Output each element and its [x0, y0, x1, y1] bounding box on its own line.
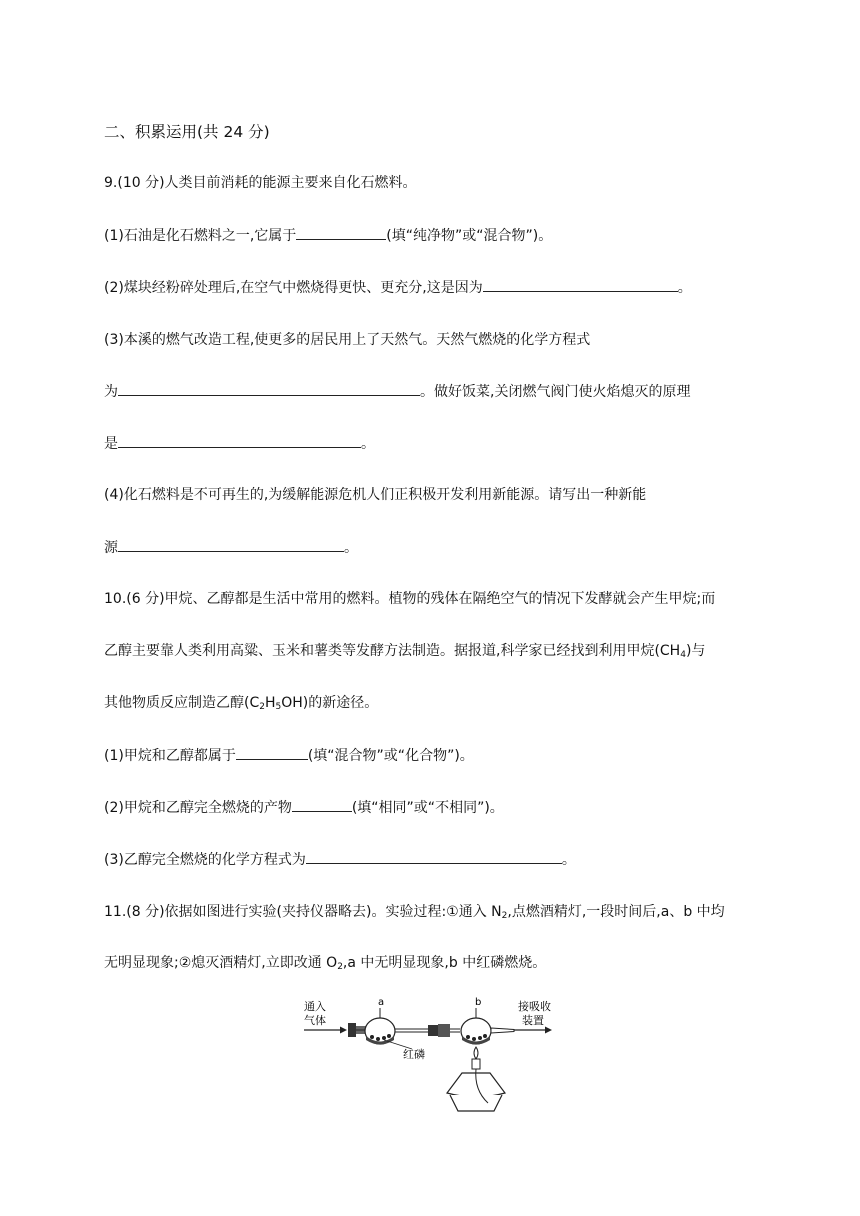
q9-stem: 9.(10 分)人类目前消耗的能源主要来自化石燃料。 [104, 175, 417, 191]
q10-part2-hint: (填“相同”或“不相同”)。 [351, 800, 504, 816]
q9-part3-text: 。做好饭菜,关闭燃气阀门使火焰熄灭的原理 [420, 384, 691, 400]
q9-part3-line3 [104, 433, 375, 454]
q10-line3-sub2: 5 [275, 702, 282, 712]
q11-line2 [104, 953, 546, 973]
q11-line1-sub: 2 [501, 911, 508, 921]
q11-line2-text: 无明显现象;②熄灭酒精灯,立即改通 O [104, 955, 338, 971]
q9-part3-prefix: 为 [104, 384, 118, 400]
inlet-label-2: 气体 [304, 1014, 326, 1027]
outlet-label-2: 装置 [522, 1014, 544, 1027]
connecting-tube [395, 1024, 460, 1037]
q10-line1: 10.(6 分)甲烷、乙醇都是生活中常用的燃料。植物的残体在隔绝空气的情况下发酵就会产生甲烷;而 [104, 591, 716, 607]
q10-part1-text: (1)甲烷和乙醇都属于 [104, 748, 236, 764]
q10-line3-end: OH)的新途径。 [281, 695, 379, 711]
alcohol-lamp [447, 1047, 505, 1111]
q10-line2-end: )与 [685, 643, 706, 659]
phosphorus-label: 红磷 [403, 1048, 425, 1061]
q9-part4-line1: (4)化石燃料是不可再生的,为缓解能源危机人们正积极开发利用新能源。请写出一种新能 [104, 487, 647, 503]
bulb-b-label: b [475, 997, 482, 1008]
q10-part2 [104, 797, 504, 818]
q11-line1-text: 11.(8 分)依据如图进行实验(夹持仪器略去)。实验过程:①通入 N [104, 904, 502, 920]
q11-line1 [104, 902, 725, 922]
q10-part1 [104, 745, 474, 766]
q10-line3-text: 其他物质反应制造乙醇(C [104, 695, 260, 711]
q9-part4-line2 [104, 537, 358, 558]
q10-line3-sub1: 2 [259, 702, 265, 712]
q9-part2 [104, 277, 692, 298]
phosphorus-pointer [384, 1040, 412, 1049]
q10-line2-text: 乙醇主要靠人类利用高粱、玉米和薯类等发酵方法制造。据报道,科学家已经找到利用甲烷(CH [104, 643, 681, 659]
q9-part3-principle-blank[interactable] [118, 433, 361, 448]
section-heading: 二、积累运用(共 24 分) [104, 123, 270, 141]
q9-part4-end: 。 [344, 540, 358, 556]
q10-part1-blank[interactable] [236, 745, 308, 760]
q10-line3-h: H [264, 695, 276, 711]
inlet-arrow [304, 1027, 347, 1034]
q9-part3-line2 [104, 381, 690, 402]
inlet-label-1: 通入 [304, 1000, 326, 1013]
q10-part2-text: (2)甲烷和乙醇完全燃烧的产物 [104, 800, 292, 816]
q9-part2-end: 。 [677, 280, 692, 296]
q10-part2-blank[interactable] [292, 797, 352, 812]
experiment-apparatus-figure [300, 995, 560, 1117]
q10-part3 [104, 849, 576, 870]
q10-line2-sub: 4 [680, 650, 686, 660]
q10-line2 [104, 641, 705, 661]
q9-part1-blank[interactable] [296, 225, 386, 240]
q9-part3-prefix2: 是 [104, 436, 118, 452]
q11-line1-end: ,点燃酒精灯,一段时间后,a、b 中均 [507, 904, 725, 920]
q11-line2-end: ,a 中无明显现象,b 中红磷燃烧。 [342, 955, 547, 971]
q10-line3 [104, 693, 378, 713]
outlet-arrow [491, 1027, 552, 1034]
q9-part1-text: (1)石油是化石燃料之一,它属于 [104, 228, 297, 244]
bulb-b [461, 1008, 491, 1045]
q10-part3-blank[interactable] [306, 849, 562, 864]
outlet-label-1: 接吸收 [518, 1000, 551, 1013]
q9-part3-end: 。 [361, 436, 375, 452]
q9-part1 [104, 225, 552, 246]
bulb-a [365, 1008, 395, 1045]
q9-part1-hint: (填“纯净物”或“混合物”)。 [386, 228, 553, 244]
q9-part2-text: (2)煤块经粉碎处理后,在空气中燃烧得更快、更充分,这是因为 [104, 280, 483, 296]
q9-part4-prefix: 源 [104, 540, 118, 556]
q10-part3-text: (3)乙醇完全燃烧的化学方程式为 [104, 852, 306, 868]
q9-part4-blank[interactable] [118, 537, 344, 552]
q9-part3-line1: (3)本溪的燃气改造工程,使更多的居民用上了天然气。天然气燃烧的化学方程式 [104, 332, 591, 348]
q9-part2-blank[interactable] [483, 277, 678, 292]
q10-part3-end: 。 [561, 852, 576, 868]
q9-part3-equation-blank[interactable] [118, 381, 420, 396]
q10-part1-hint: (填“混合物”或“化合物”)。 [307, 748, 474, 764]
bulb-a-label: a [378, 997, 385, 1008]
q11-line2-sub: 2 [337, 962, 343, 972]
